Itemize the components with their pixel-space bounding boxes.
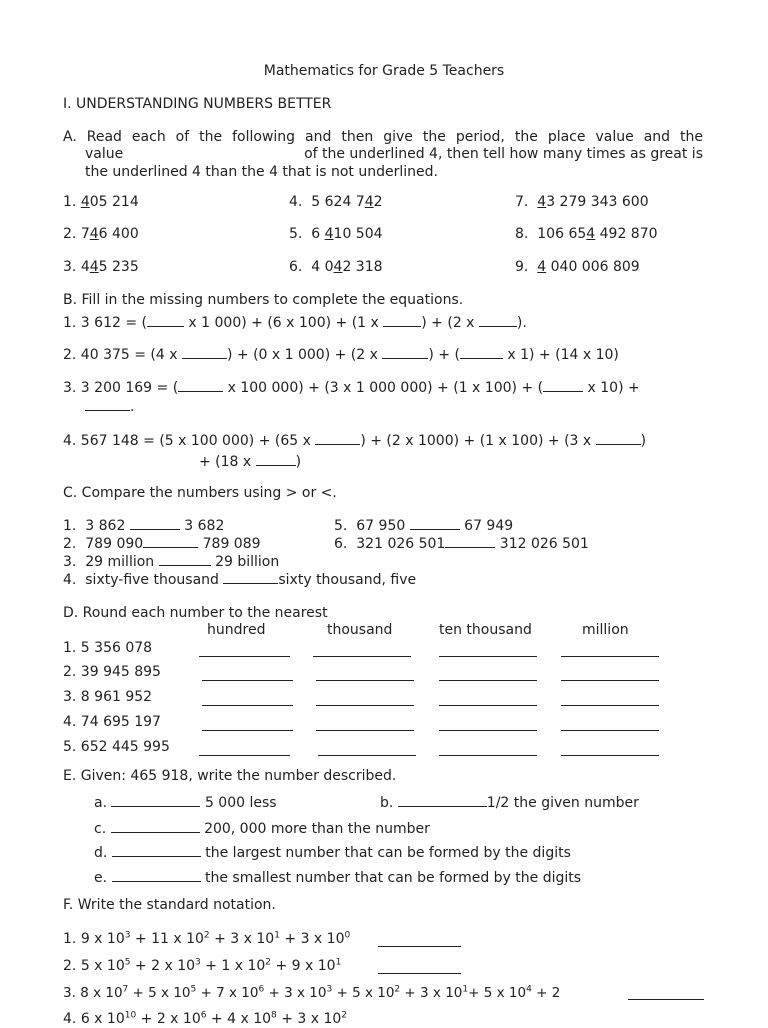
f-item-1: 1. 9 x $10^3 + 11$ x $10^2 + 3$ x $10^1 + 3$ x $10^0$ (63, 930, 351, 947)
c-item: 4. sixty-five thousand sixty thousand, five (63, 572, 417, 588)
answer-line[interactable] (378, 946, 461, 947)
c-item: 6. 321 026 501 312 026 501 (334, 536, 589, 552)
answer-blank[interactable] (130, 516, 180, 530)
d-row-label: 1. 5 356 078 (63, 640, 153, 656)
underlined-digit: 4 (333, 259, 343, 275)
f-item-4: 4. 6 x $10^{10} + 2$ x $10^6 + 4$ x $10^8 + 3$ x $10^2$ (63, 1010, 348, 1027)
answer-blank[interactable] (479, 313, 517, 327)
answer-blank[interactable] (112, 843, 201, 857)
d-row-label: 2. 39 945 895 (63, 664, 161, 680)
answer-line[interactable] (378, 973, 461, 974)
underlined-digit: 4 (364, 194, 374, 210)
underlined-digit: 4 (537, 194, 547, 210)
section-b-heading: B. Fill in the missing numbers to complete the equations. (63, 292, 464, 308)
section-a-line1: A. Read each of the following and then give the period, the place value and the (63, 129, 703, 145)
answer-line[interactable] (561, 730, 659, 731)
c-item: 2. 789 090 789 089 (63, 536, 261, 552)
section-a-line2b: of the underlined 4, then tell how many times as great is (304, 146, 703, 162)
c-item: 1. 3 862 3 682 (63, 518, 225, 534)
answer-blank[interactable] (85, 397, 130, 411)
b-equation-3-cont: . (85, 397, 134, 416)
b-equation-2: 2. 40 375 = (4 x ) + (0 x 1 000) + (2 x ) + ( x 1) + (14 x 10) (63, 347, 619, 363)
answer-line[interactable] (202, 680, 293, 681)
a-item: 2. 746 400 (63, 226, 139, 242)
answer-blank[interactable] (398, 793, 487, 807)
a-item: 1. 405 214 (63, 194, 139, 210)
answer-line[interactable] (202, 730, 293, 731)
a-item: 6. 4 042 318 (289, 259, 383, 275)
e-item-a: a. 5 000 less (94, 795, 277, 811)
b-equation-4-cont: + (18 x ) (199, 454, 302, 470)
f-item-3: 3. 8 x $10^7 + 5$ x $10^5 + 7$ x $10^6 + 3$ x $10^3 + 5$ x $10^2 + 3$ x $10^1+ 5$ x $10^4 + 2$ (63, 984, 561, 1001)
answer-blank[interactable] (159, 552, 211, 566)
section-c-heading: C. Compare the numbers using > or <. (63, 485, 337, 501)
answer-blank[interactable] (315, 431, 360, 445)
column-header-million: million (582, 622, 629, 638)
page-title: Mathematics for Grade 5 Teachers (263, 63, 505, 79)
answer-line[interactable] (439, 656, 537, 657)
c-item: 3. 29 million 29 billion (63, 554, 280, 570)
answer-blank[interactable] (460, 345, 503, 359)
answer-line[interactable] (628, 999, 704, 1000)
answer-line[interactable] (318, 755, 416, 756)
underlined-digit: 4 (89, 226, 99, 242)
answer-line[interactable] (202, 705, 293, 706)
answer-line[interactable] (316, 730, 414, 731)
underlined-digit: 4 (537, 259, 547, 275)
answer-blank[interactable] (445, 534, 495, 548)
answer-line[interactable] (199, 656, 290, 657)
section-f-heading: F. Write the standard notation. (63, 897, 276, 913)
answer-line[interactable] (316, 680, 414, 681)
e-item-c: c. 200, 000 more than the number (94, 821, 430, 837)
answer-line[interactable] (561, 705, 659, 706)
answer-line[interactable] (439, 755, 537, 756)
answer-blank[interactable] (182, 345, 227, 359)
answer-line[interactable] (313, 656, 411, 657)
answer-line[interactable] (199, 755, 290, 756)
answer-blank[interactable] (112, 868, 201, 882)
a-item: 7. 43 279 343 600 (515, 194, 649, 210)
answer-line[interactable] (316, 705, 414, 706)
answer-blank[interactable] (111, 793, 200, 807)
answer-line[interactable] (439, 680, 537, 681)
underlined-digit: 4 (586, 226, 596, 242)
answer-blank[interactable] (410, 516, 460, 530)
b-equation-1: 1. 3 612 = ( x 1 000) + (6 x 100) + (1 x ) + (2 x ). (63, 315, 527, 331)
answer-blank[interactable] (223, 570, 278, 584)
f-item-2: 2. 5 x $10^5 + 2$ x $10^3 + 1$ x $10^2 + 9$ x $10^1$ (63, 957, 342, 974)
answer-blank[interactable] (383, 313, 421, 327)
answer-blank[interactable] (543, 378, 583, 392)
answer-blank[interactable] (147, 313, 184, 327)
answer-line[interactable] (561, 755, 659, 756)
d-row-label: 4. 74 695 197 (63, 714, 161, 730)
a-item: 8. 106 654 492 870 (515, 226, 658, 242)
e-item-b: b. 1/2 the given number (380, 795, 639, 811)
answer-blank[interactable] (596, 431, 641, 445)
answer-line[interactable] (439, 730, 537, 731)
answer-line[interactable] (439, 705, 537, 706)
c-item: 5. 67 950 67 949 (334, 518, 514, 534)
answer-blank[interactable] (178, 378, 223, 392)
a-item: 5. 6 410 504 (289, 226, 383, 242)
e-item-e: e. the smallest number that can be formed by the digits (94, 870, 582, 886)
d-row-label: 3. 8 961 952 (63, 689, 153, 705)
e-item-d: d. the largest number that can be formed by the digits (94, 845, 571, 861)
b-equation-4: 4. 567 148 = (5 x 100 000) + (65 x ) + (2 x 1000) + (1 x 100) + (3 x ) (63, 433, 647, 449)
underlined-digit: 4 (324, 226, 334, 242)
answer-blank[interactable] (143, 534, 198, 548)
section-a-line2a: value (85, 146, 124, 162)
answer-line[interactable] (561, 656, 659, 657)
column-header-thousand: thousand (327, 622, 393, 638)
d-row-label: 5. 652 445 995 (63, 739, 170, 755)
section-e-heading: E. Given: 465 918, write the number described. (63, 768, 397, 784)
column-header-ten-thousand: ten thousand (439, 622, 532, 638)
underlined-digit: 4 (89, 259, 99, 275)
b-equation-3: 3. 3 200 169 = ( x 100 000) + (3 x 1 000 000) + (1 x 100) + ( x 10) + (63, 380, 640, 396)
section-d-heading: D. Round each number to the nearest (63, 605, 328, 621)
answer-blank[interactable] (382, 345, 428, 359)
a-item: 4. 5 624 742 (289, 194, 383, 210)
part-heading: I. UNDERSTANDING NUMBERS BETTER (63, 96, 332, 112)
underlined-digit: 4 (80, 194, 90, 210)
answer-blank[interactable] (256, 452, 296, 466)
answer-line[interactable] (561, 680, 659, 681)
a-item: 9. 4 040 006 809 (515, 259, 640, 275)
column-header-hundred: hundred (207, 622, 266, 638)
a-item: 3. 445 235 (63, 259, 139, 275)
answer-blank[interactable] (111, 819, 200, 833)
section-a-line3: the underlined 4 than the 4 that is not underlined. (85, 164, 438, 180)
